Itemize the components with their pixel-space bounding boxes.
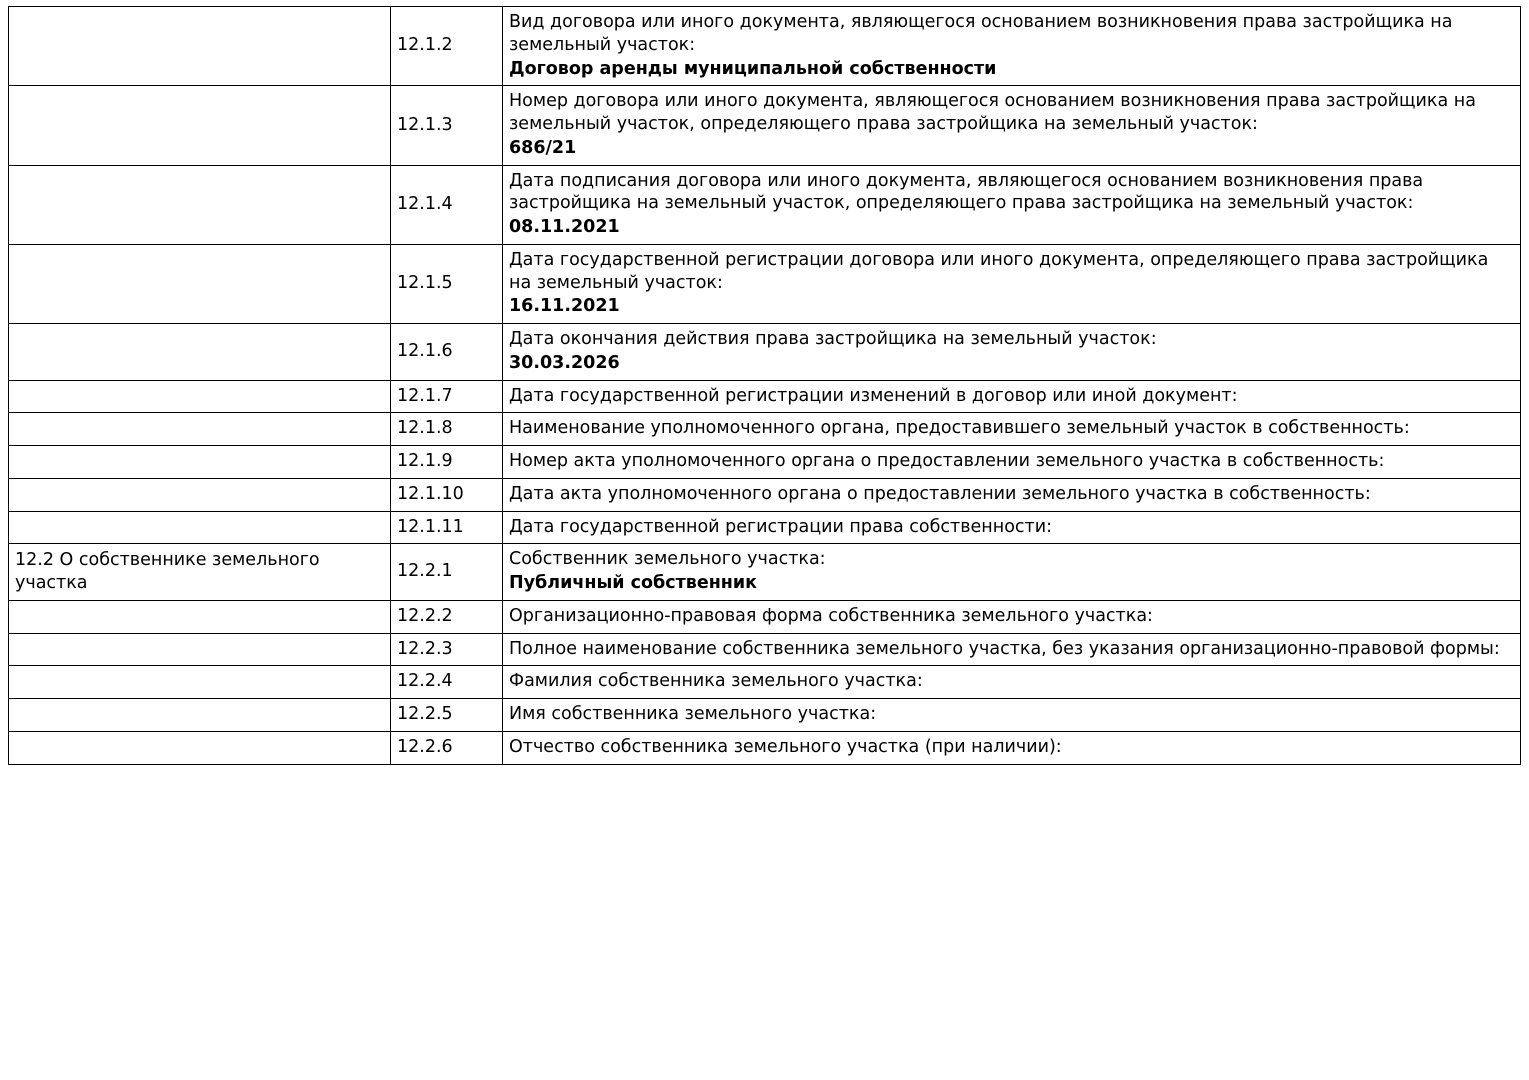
- table-row: [9, 544, 1521, 601]
- table-row: [9, 731, 1521, 764]
- row-value: Договор аренды муниципальной собственности: [509, 58, 997, 79]
- row-content: [503, 446, 1521, 479]
- row-value: Публичный собственник: [509, 573, 758, 593]
- row-content: [503, 165, 1521, 244]
- land-plot-table: [8, 6, 1521, 765]
- row-content: [503, 544, 1521, 601]
- row-value: 30.03.2026: [509, 352, 620, 373]
- row-section: [9, 511, 391, 544]
- row-section: [9, 413, 391, 446]
- row-section: [9, 244, 391, 323]
- row-content: [503, 478, 1521, 511]
- row-code: 12.1.10: [391, 478, 503, 511]
- table-row: [9, 511, 1521, 544]
- row-section: [9, 633, 391, 666]
- table-row: [9, 380, 1521, 413]
- row-section: [9, 699, 391, 732]
- row-section: 12.2 О собственнике земельного участка: [9, 544, 391, 601]
- row-content: [503, 413, 1521, 446]
- table-row: [9, 478, 1521, 511]
- row-section: [9, 666, 391, 699]
- row-code: 12.2.6: [391, 731, 503, 764]
- row-content: [503, 666, 1521, 699]
- row-code: 12.2.4: [391, 666, 503, 699]
- row-section: [9, 165, 391, 244]
- row-code: 12.2.2: [391, 600, 503, 633]
- table-row: [9, 446, 1521, 479]
- table-row: [9, 699, 1521, 732]
- row-section: [9, 380, 391, 413]
- row-label: Дата государственной регистрации изменений в договор или иной документ:: [509, 385, 1238, 406]
- row-content: [503, 7, 1521, 86]
- row-label: Имя собственника земельного участка:: [509, 704, 877, 724]
- row-label: Номер договора или иного документа, являющегося основанием возникновения права застройщика на земельный участок, определяющего права застройщика на земельный участок:: [509, 91, 1476, 134]
- row-label: Дата окончания действия права застройщика на земельный участок:: [509, 329, 1157, 349]
- row-value: 08.11.2021: [509, 217, 620, 237]
- row-label: Полное наименование собственника земельного участка, без указания организационно-правовой формы:: [509, 638, 1500, 659]
- row-label: Дата акта уполномоченного органа о предоставлении земельного участка в собственность:: [509, 483, 1371, 504]
- row-content: [503, 699, 1521, 732]
- row-label: Отчество собственника земельного участка (при наличии):: [509, 736, 1062, 757]
- row-code: 12.2.3: [391, 633, 503, 666]
- row-code: 12.1.4: [391, 165, 503, 244]
- row-label: Наименование уполномоченного органа, предоставившего земельный участок в собственность:: [509, 418, 1410, 439]
- row-label: Фамилия собственника земельного участка:: [509, 671, 923, 692]
- row-code: 12.1.7: [391, 380, 503, 413]
- row-section: [9, 731, 391, 764]
- table-row: [9, 666, 1521, 699]
- row-content: [503, 86, 1521, 165]
- row-section: [9, 600, 391, 633]
- row-label: Вид договора или иного документа, являющегося основанием возникновения права застройщика на земельный участок:: [509, 12, 1453, 55]
- table-row: [9, 633, 1521, 666]
- row-section: [9, 446, 391, 479]
- row-code: 12.1.6: [391, 324, 503, 381]
- row-label: Номер акта уполномоченного органа о предоставлении земельного участка в собственность:: [509, 451, 1385, 471]
- row-code: 12.2.1: [391, 544, 503, 601]
- row-code: 12.1.5: [391, 244, 503, 323]
- row-section: [9, 86, 391, 165]
- row-label: Организационно-правовая форма собственника земельного участка:: [509, 605, 1153, 626]
- row-code: 12.1.8: [391, 413, 503, 446]
- row-code: 12.1.3: [391, 86, 503, 165]
- row-label: Дата государственной регистрации договора или иного документа, определяющего права застройщика на земельный участок:: [509, 249, 1489, 293]
- row-code: 12.1.11: [391, 511, 503, 544]
- row-section: [9, 478, 391, 511]
- row-label: Собственник земельного участка:: [509, 549, 826, 570]
- row-content: [503, 244, 1521, 323]
- table-row: [9, 324, 1521, 381]
- row-section: [9, 7, 391, 86]
- row-content: [503, 324, 1521, 381]
- table-row: [9, 244, 1521, 323]
- row-label: Дата подписания договора или иного документа, являющегося основанием возникновения права застройщика на земельный участок, определяющего права застройщика на земельный участок:: [509, 170, 1424, 214]
- row-content: [503, 600, 1521, 633]
- row-code: 12.1.9: [391, 446, 503, 479]
- row-content: [503, 511, 1521, 544]
- row-content: [503, 633, 1521, 666]
- table-row: [9, 86, 1521, 165]
- row-code: 12.1.2: [391, 7, 503, 86]
- table-body: [9, 7, 1521, 765]
- table-row: [9, 600, 1521, 633]
- row-content: [503, 731, 1521, 764]
- row-value: 16.11.2021: [509, 296, 620, 317]
- table-row: [9, 7, 1521, 86]
- row-content: [503, 380, 1521, 413]
- table-row: [9, 165, 1521, 244]
- table-row: [9, 413, 1521, 446]
- row-label: Дата государственной регистрации права собственности:: [509, 516, 1052, 537]
- row-code: 12.2.5: [391, 699, 503, 732]
- row-section: [9, 324, 391, 381]
- row-value: 686/21: [509, 137, 577, 158]
